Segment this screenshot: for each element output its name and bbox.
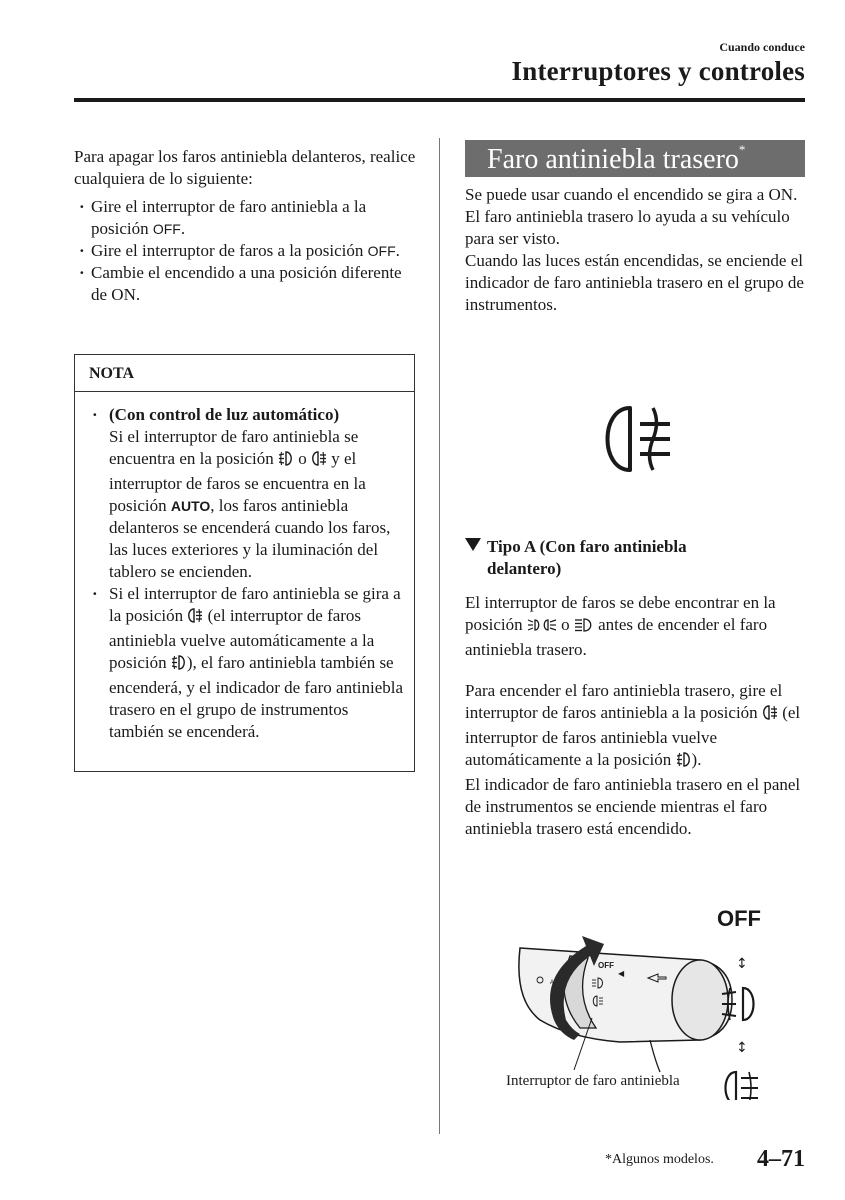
rear-fog-icon bbox=[762, 704, 778, 727]
combination-switch-illustration bbox=[500, 900, 810, 1100]
intro-paragraph: Para apagar los faros antiniebla delanteros, realice cualquiera de lo siguiente: bbox=[74, 147, 416, 188]
triangle-marker-icon bbox=[465, 538, 481, 551]
note-item: · (Con control de luz automático) Si el interruptor de faro antiniebla se encuentra en la posición o y el interruptor de faros se encuentra en la posición AUTO, los faros antiniebla delanteros se encenderá cuando los faros, las luces exteriores y la iluminación del tablero se encienden. bbox=[89, 404, 404, 583]
chapter-label: Cuando conduce bbox=[719, 40, 805, 54]
stalk-off-label: OFF bbox=[598, 961, 614, 970]
off-position-label: OFF bbox=[152, 221, 181, 237]
note-item-title: (Con control de luz automático) bbox=[109, 405, 340, 424]
rear-fog-icon bbox=[187, 607, 203, 630]
auto-position-label: AUTO bbox=[170, 498, 211, 514]
paragraph: Se puede usar cuando el encendido se gira a ON. bbox=[465, 185, 798, 204]
paragraph: El faro antiniebla trasero lo ayuda a su vehículo para ser visto. bbox=[465, 207, 790, 248]
page-number: 4–71 bbox=[757, 1146, 805, 1172]
parking-light-icon bbox=[527, 617, 557, 639]
svg-text:◀: ◀ bbox=[618, 969, 625, 978]
note-heading: NOTA bbox=[75, 355, 414, 392]
off-position-label: OFF bbox=[717, 906, 761, 931]
list-item: · Cambie el encendido a una posición diferente de ON. bbox=[74, 262, 419, 306]
off-position-label: OFF bbox=[367, 243, 396, 259]
list-item: · Gire el interruptor de faro antiniebla a la posición OFF. bbox=[74, 196, 419, 240]
note-item: · Si el interruptor de faro antiniebla se gira a la posición (el interruptor de faros antiniebla vuelve automáticamente a la posición ), el faro antiniebla también se encenderá, y el indicador de faro antiniebla trasero en el grupo de instrumentos también se encenderá. bbox=[89, 583, 404, 743]
note-body bbox=[75, 392, 414, 743]
front-fog-icon bbox=[171, 654, 187, 677]
footnote: *Algunos modelos. bbox=[605, 1152, 714, 1167]
front-fog-icon bbox=[676, 751, 692, 774]
illustration-caption: Interruptor de faro antiniebla bbox=[506, 1073, 680, 1089]
subsection-heading: Tipo A (Con faro antiniebla delantero) bbox=[465, 536, 785, 580]
svg-text:↕: ↕ bbox=[736, 956, 748, 972]
combination-switch-icon bbox=[500, 900, 810, 1100]
rear-fog-icon bbox=[311, 450, 327, 473]
rear-fog-position-icon bbox=[726, 1072, 759, 1100]
svg-text:A: A bbox=[550, 980, 555, 986]
turn-off-list bbox=[74, 196, 419, 306]
section-heading: Faro antiniebla trasero* bbox=[465, 140, 805, 177]
paragraph: Cuando las luces están encendidas, se enciende el indicador de faro antiniebla trasero en el grupo de instrumentos. bbox=[465, 251, 804, 314]
front-fog-icon bbox=[278, 450, 294, 473]
list-item: · Gire el interruptor de faros a la posición OFF. bbox=[74, 240, 419, 262]
paragraph: Para encender el faro antiniebla trasero, gire el interruptor de faros antiniebla a la posición (el interruptor de faros antiniebla vuelve automáticamente a la posición ). El indicador de faro antiniebla trasero en el panel de instrumentos se enciende mientras el faro antiniebla trasero está encendido. bbox=[465, 681, 801, 838]
paragraph: El interruptor de faros se debe encontrar en la posición o antes de encender el faro antiniebla trasero. bbox=[465, 593, 776, 659]
note-box bbox=[74, 354, 415, 772]
footnote-mark: * bbox=[738, 142, 746, 157]
front-fog-position-icon bbox=[722, 988, 754, 1020]
headlight-icon bbox=[574, 617, 594, 639]
left-column bbox=[74, 146, 419, 306]
right-column-intro bbox=[465, 184, 810, 316]
svg-text:↕: ↕ bbox=[736, 1040, 748, 1056]
header-rule bbox=[74, 98, 805, 102]
page-title: Interruptores y controles bbox=[511, 56, 805, 86]
column-divider bbox=[439, 138, 440, 1134]
rear-fog-indicator-icon bbox=[596, 402, 676, 481]
